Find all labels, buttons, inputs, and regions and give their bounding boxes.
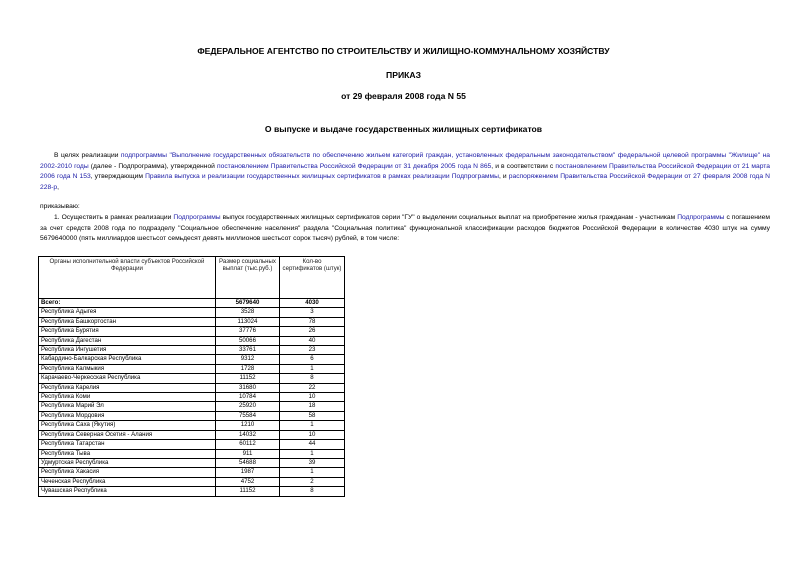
table-row: [39, 440, 345, 449]
table-header-row: [39, 257, 345, 299]
item1-text-1: 1. Осуществить в рамках реализации: [54, 214, 174, 221]
count-cell: 6: [280, 355, 345, 364]
table-row: [39, 458, 345, 467]
amount-cell: 11152: [216, 374, 280, 383]
region-cell: Республика Адыгея: [39, 308, 216, 317]
subprogram-link-2[interactable]: Подпрограммы: [173, 214, 221, 221]
region-cell: Республика Северная Осетия - Алания: [39, 430, 216, 439]
count-cell: 8: [280, 374, 345, 383]
table-total-row: [39, 299, 345, 308]
intro-text-4: , утверждающим: [90, 173, 146, 181]
table-row: [39, 487, 345, 496]
region-cell: Чеченская Республика: [39, 477, 216, 486]
region-cell: Республика Хакасия: [39, 468, 216, 477]
amount-cell: 31680: [216, 383, 280, 392]
intro-text-6: ,: [57, 183, 59, 191]
amount-cell: 50066: [216, 336, 280, 345]
amount-cell: 3528: [216, 308, 280, 317]
amount-cell: 37776: [216, 327, 280, 336]
table-row: [39, 327, 345, 336]
table-row: [39, 364, 345, 373]
table-row: [39, 355, 345, 364]
amount-cell: 25920: [216, 402, 280, 411]
count-cell: 40: [280, 336, 345, 345]
table-row: [39, 374, 345, 383]
count-cell: 26: [280, 327, 345, 336]
amount-cell: 911: [216, 449, 280, 458]
region-cell: Республика Саха (Якутия): [39, 421, 216, 430]
count-cell: 10: [280, 430, 345, 439]
amount-cell: 1728: [216, 364, 280, 373]
count-cell: 8: [280, 487, 345, 496]
table-row: [39, 393, 345, 402]
table-row: [39, 383, 345, 392]
amount-cell: 1987: [216, 468, 280, 477]
region-cell: Республика Башкортостан: [39, 317, 216, 326]
header-amount: Размер социальных выплат (тыс.руб.): [216, 257, 280, 299]
amount-cell: 60112: [216, 440, 280, 449]
count-cell: 22: [280, 383, 345, 392]
intro-text-5: , и: [498, 173, 509, 181]
count-cell: 2: [280, 477, 345, 486]
document-type-heading: ПРИКАЗ: [386, 70, 421, 80]
total-label: Всего:: [39, 299, 216, 308]
subprogram-link[interactable]: подпрограммы "Выполнение государственных обязательств по обеспечению жильем категорий граждан, установленных федеральным законодательством" федеральной целевой программы "Жилище" на 2002-2010 годы: [40, 152, 770, 170]
government-resolution-865-link[interactable]: постановлением Правительства Российской Федерации от 31 декабря 2005 года N 865: [217, 162, 492, 170]
header-region: Органы исполнительной власти субъектов Российской Федерации: [39, 257, 216, 299]
amount-cell: 113024: [216, 317, 280, 326]
table-row: [39, 468, 345, 477]
amount-cell: 14032: [216, 430, 280, 439]
count-cell: 1: [280, 449, 345, 458]
item1-text-3: с погашением за счет средств 2008 года по подразделу "Социальное обеспечение населения" раздела "Социальная политика" функциональной классификации расходов бюджетов Российской Федерации в количестве 4030 штук на сумму 5679640000 (пять миллиардов шестьсот семьдесят девять миллионов шестьсот сорок тысяч) рублей, в том числе:: [40, 214, 770, 243]
subprogram-link-3[interactable]: Подпрограммы: [677, 214, 725, 221]
region-cell: Республика Коми: [39, 393, 216, 402]
region-cell: Карачаево-Черкесская Республика: [39, 374, 216, 383]
total-count: 4030: [280, 299, 345, 308]
table-row: [39, 346, 345, 355]
count-cell: 1: [280, 364, 345, 373]
table-row: [39, 317, 345, 326]
table-row: [39, 411, 345, 420]
order-word: [40, 202, 770, 213]
table-row: [39, 430, 345, 439]
document-title: О выпуске и выдаче государственных жилищных сертификатов: [264, 124, 543, 134]
order-word-text: приказываю:: [40, 203, 80, 210]
table-row: [39, 477, 345, 486]
amount-cell: 9312: [216, 355, 280, 364]
table-row: [39, 336, 345, 345]
count-cell: 1: [280, 421, 345, 430]
intro-text-3: , и в соответствии с: [491, 162, 556, 170]
government-order-228-link[interactable]: распоряжением Правительства Российской Федерации от 27 февраля 2008 года N 228-р: [40, 173, 771, 191]
total-amount: 5679640: [216, 299, 280, 308]
count-cell: 1: [280, 468, 345, 477]
region-cell: Республика Мордовия: [39, 411, 216, 420]
region-cell: Удмуртская Республика: [39, 458, 216, 467]
amount-cell: 75584: [216, 411, 280, 420]
amount-cell: 4752: [216, 477, 280, 486]
count-cell: 23: [280, 346, 345, 355]
region-cell: Чувашская Республика: [39, 487, 216, 496]
region-cell: Республика Тыва: [39, 449, 216, 458]
count-cell: 44: [280, 440, 345, 449]
count-cell: 18: [280, 402, 345, 411]
region-cell: Республика Дагестан: [39, 336, 216, 345]
count-cell: 10: [280, 393, 345, 402]
region-cell: Республика Бурятия: [39, 327, 216, 336]
region-cell: Республика Ингушетия: [39, 346, 216, 355]
count-cell: 58: [280, 411, 345, 420]
count-cell: 39: [280, 458, 345, 467]
certificates-table: [38, 256, 345, 497]
amount-cell: 33761: [216, 346, 280, 355]
document-date: от 29 февраля 2008 года N 55: [341, 91, 466, 101]
count-cell: 78: [280, 317, 345, 326]
amount-cell: 11152: [216, 487, 280, 496]
intro-text-2: (далее - Подпрограмма), утвержденной: [88, 162, 217, 170]
certificate-rules-link[interactable]: Правила выпуска и реализации государственных жилищных сертификатов в рамках реализации Подпрограммы: [145, 173, 499, 181]
header-count: Кол-во сертификатов (штук): [280, 257, 345, 299]
item1-text-2: выпуск государственных жилищных сертификатов серии "ГУ" о выделении социальных выплат на приобретение жилья гражданам - участникам: [220, 214, 678, 221]
region-cell: Республика Калмыкия: [39, 364, 216, 373]
region-cell: Республика Марий Эл: [39, 402, 216, 411]
region-cell: Кабардино-Балкарская Республика: [39, 355, 216, 364]
table-row: [39, 308, 345, 317]
government-resolution-153-link[interactable]: постановлением Правительства Российской Федерации от 21 марта 2006 года N 153: [40, 162, 771, 181]
agency-heading: ФЕДЕРАЛЬНОЕ АГЕНТСТВО ПО СТРОИТЕЛЬСТВУ И ЖИЛИЩНО-КОММУНАЛЬНОМУ ХОЗЯЙСТВУ: [197, 46, 610, 56]
region-cell: Республика Татарстан: [39, 440, 216, 449]
table-row: [39, 421, 345, 430]
amount-cell: 10784: [216, 393, 280, 402]
table-row: [39, 449, 345, 458]
region-cell: Республика Карелия: [39, 383, 216, 392]
table-row: [39, 402, 345, 411]
item-1-paragraph: [40, 213, 770, 245]
amount-cell: 1210: [216, 421, 280, 430]
intro-text-1: В целях реализации: [54, 152, 121, 159]
intro-paragraph: [40, 151, 770, 193]
count-cell: 3: [280, 308, 345, 317]
amount-cell: 54688: [216, 458, 280, 467]
